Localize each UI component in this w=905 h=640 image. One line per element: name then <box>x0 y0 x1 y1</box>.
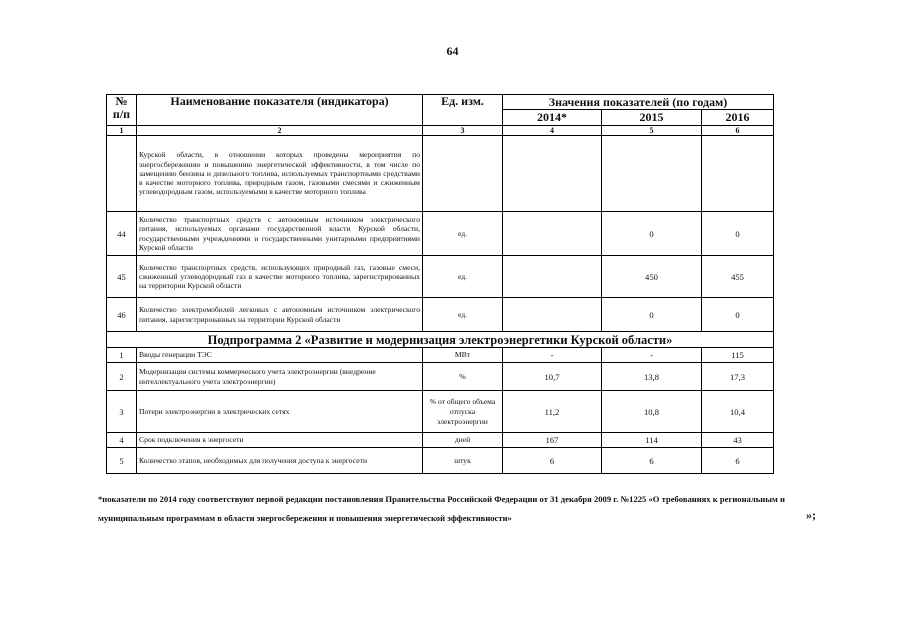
value-2014 <box>503 298 602 332</box>
column-number: 3 <box>423 126 503 136</box>
unit: МВт <box>423 348 503 363</box>
unit <box>423 136 503 212</box>
value-2015: 0 <box>602 298 702 332</box>
column-number: 5 <box>602 126 702 136</box>
value-2015: 0 <box>602 212 702 256</box>
value-2014: 11,2 <box>503 391 602 433</box>
row-number: 3 <box>107 391 137 433</box>
value-2016 <box>702 136 774 212</box>
page-number: 64 <box>446 44 459 58</box>
header-unit: Ед. изм. <box>423 95 503 126</box>
value-2015: 6 <box>602 448 702 474</box>
table-row <box>107 433 774 448</box>
subprogram-title: Подпрограмма 2 «Развитие и модернизация электроэнергетики Курской области» <box>107 332 774 348</box>
unit: % от общего объема отпуска электроэнергии <box>423 391 503 433</box>
table-row <box>107 256 774 298</box>
value-2016: 10,4 <box>702 391 774 433</box>
column-number: 4 <box>503 126 602 136</box>
row-number: 44 <box>107 212 137 256</box>
indicator-name: Курской области, в отношении которых проведены мероприятия по энергосбережению и повышению энергетической эффективности, в том числе по замещению бензина и дизельного топлива, используемых транспортными средствами в качестве моторного топлива, природным газом, газовыми смесями и сжиженным углеводородным газом, используемыми в качестве моторного топлива <box>137 136 423 212</box>
header-indicator-name: Наименование показателя (индикатора) <box>137 95 423 126</box>
value-2016: 0 <box>702 212 774 256</box>
row-number <box>107 136 137 212</box>
value-2014 <box>503 212 602 256</box>
value-2014: - <box>503 348 602 363</box>
header-year-2015: 2015 <box>602 110 702 126</box>
header-year-2014: 2014* <box>503 110 602 126</box>
header-year-2016: 2016 <box>702 110 774 126</box>
indicator-name: Количество транспортных средств с автономным источником электрического питания, используемых органами государственной власти Курской области, государственными учреждениями и государственными унитарными предприятиями Курской области <box>137 212 423 256</box>
table-row <box>107 448 774 474</box>
indicator-name: Срок подключения к энергосети <box>137 433 423 448</box>
value-2016: 6 <box>702 448 774 474</box>
unit: ед. <box>423 298 503 332</box>
table-row <box>107 348 774 363</box>
value-2014: 6 <box>503 448 602 474</box>
footnote: *показатели по 2014 году соответствуют первой редакции постановления Правительства Российской Федерации от 31 декабря 2009 г. №1225 «О требованиях к региональным и муниципальным программам в области энергосбережения и повышения энергетической эффективности» <box>98 494 785 523</box>
subprogram-row <box>107 332 774 348</box>
table-row <box>107 363 774 391</box>
value-2016: 455 <box>702 256 774 298</box>
row-number: 1 <box>107 348 137 363</box>
closing-quote-mark: »; <box>806 508 816 522</box>
indicator-name: Количество этапов, необходимых для получения доступа к энергосети <box>137 448 423 474</box>
header-values-by-year: Значения показателей (по годам) <box>503 95 774 110</box>
unit: дней <box>423 433 503 448</box>
value-2015: - <box>602 348 702 363</box>
indicator-name: Вводы генерации ТЭС <box>137 348 423 363</box>
value-2015: 13,8 <box>602 363 702 391</box>
table-row <box>107 391 774 433</box>
indicator-name: Модернизация системы коммерческого учета электроэнергии (внедрение интеллектуального учета электроэнергии) <box>137 363 423 391</box>
value-2014: 10,7 <box>503 363 602 391</box>
unit: штук <box>423 448 503 474</box>
indicator-name: Количество электромобилей легковых с автономным источником электрического питания, зарегистрированных на территории Курской области <box>137 298 423 332</box>
row-number: 4 <box>107 433 137 448</box>
value-2016: 0 <box>702 298 774 332</box>
value-2016: 43 <box>702 433 774 448</box>
table-row <box>107 212 774 256</box>
table-row <box>107 298 774 332</box>
row-number: 2 <box>107 363 137 391</box>
column-number: 2 <box>137 126 423 136</box>
value-2016: 115 <box>702 348 774 363</box>
value-2016: 17,3 <box>702 363 774 391</box>
indicator-name: Количество транспортных средств, использующих природный газ, газовые смеси, сжиженный углеводородный газ в качестве моторного топлива, зарегистрированных на территории Курской области <box>137 256 423 298</box>
row-number: 46 <box>107 298 137 332</box>
column-number-row <box>107 126 774 136</box>
value-2014 <box>503 256 602 298</box>
unit: % <box>423 363 503 391</box>
value-2014 <box>503 136 602 212</box>
value-2015: 450 <box>602 256 702 298</box>
table-row <box>107 136 774 212</box>
header-number: № п/п <box>107 95 137 126</box>
indicator-name: Потери электроэнергии в электрических сетях <box>137 391 423 433</box>
row-number: 45 <box>107 256 137 298</box>
value-2015: 10,8 <box>602 391 702 433</box>
value-2015 <box>602 136 702 212</box>
unit: ед. <box>423 256 503 298</box>
unit: ед. <box>423 212 503 256</box>
value-2014: 167 <box>503 433 602 448</box>
indicators-table <box>106 94 774 474</box>
column-number: 1 <box>107 126 137 136</box>
value-2015: 114 <box>602 433 702 448</box>
row-number: 5 <box>107 448 137 474</box>
column-number: 6 <box>702 126 774 136</box>
